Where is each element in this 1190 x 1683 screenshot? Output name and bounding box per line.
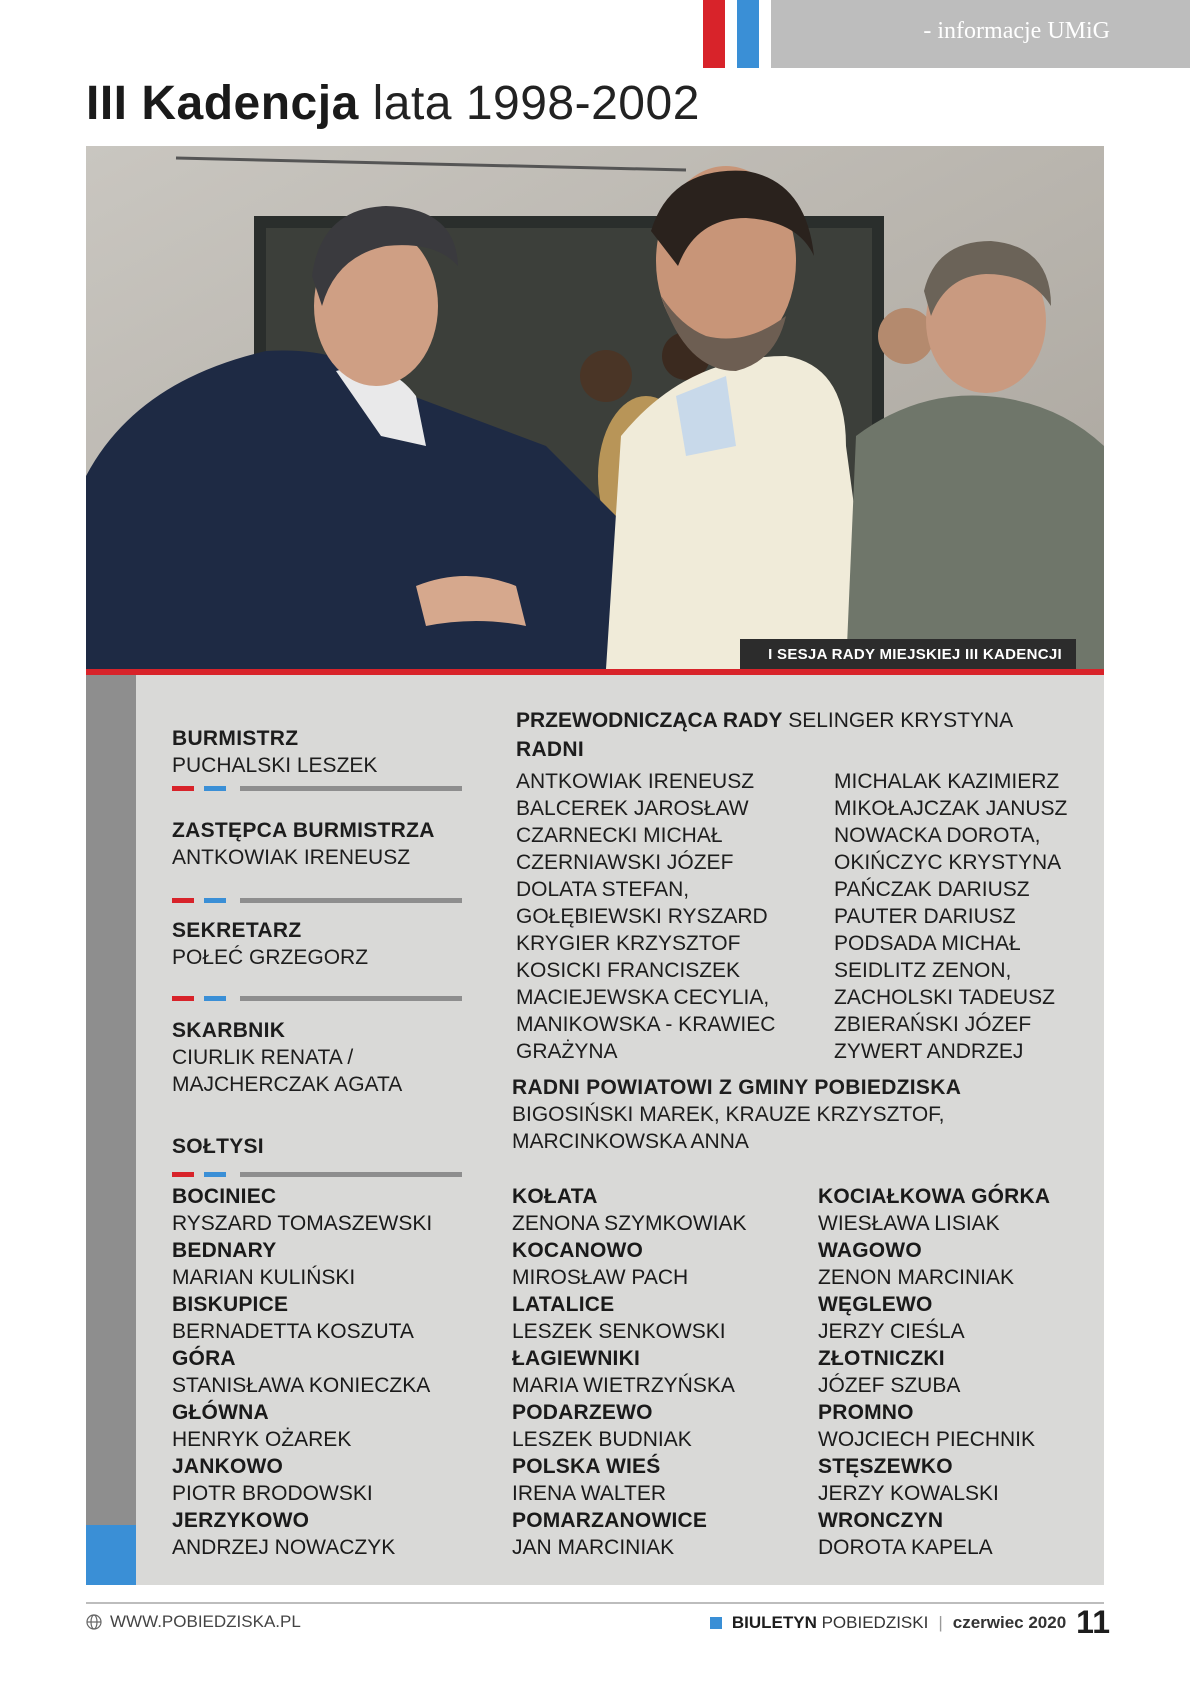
village-soltys: STANISŁAWA KONIECZKA	[172, 1374, 431, 1397]
radny-name: SEIDLITZ ZENON,	[834, 959, 1012, 982]
session-photo	[86, 146, 1104, 669]
village-name: BEDNARY	[172, 1239, 277, 1262]
radny-name: PAŃCZAK DARIUSZ	[834, 878, 1030, 901]
radny-name: KOSICKI FRANCISZEK	[516, 959, 741, 982]
village-soltys: MARIA WIETRZYŃSKA	[512, 1374, 735, 1397]
village-name: KOCANOWO	[512, 1239, 644, 1262]
section-radni	[516, 736, 584, 763]
radny-name: ZYWERT ANDRZEJ	[834, 1040, 1024, 1063]
panel-side-blue-accent	[86, 1525, 136, 1585]
powiat-line-2: MARCINKOWSKA ANNA	[512, 1130, 749, 1153]
header-blue-stripe	[737, 0, 759, 68]
footer-publication	[710, 1604, 1110, 1641]
village-soltys: MARIAN KULIŃSKI	[172, 1266, 356, 1289]
divider-3	[172, 996, 462, 1001]
footer-separator: |	[938, 1612, 943, 1632]
radny-name: ZBIERAŃSKI JÓZEF	[834, 1013, 1032, 1036]
village-name: BISKUPICE	[172, 1293, 289, 1316]
radny-name: GOŁĘBIEWSKI RYSZARD	[516, 905, 768, 928]
radny-name: MANIKOWSKA - KRAWIEC	[516, 1013, 776, 1036]
powiat-line-1: BIGOSIŃSKI MAREK, KRAUZE KRZYSZTOF,	[512, 1103, 945, 1126]
village-name: JERZYKOWO	[172, 1509, 310, 1532]
radny-name: OKIŃCZYC KRYSTYNA	[834, 851, 1062, 874]
chair-value: SELINGER KRYSTYNA	[788, 709, 1014, 732]
village-name: LATALICE	[512, 1293, 615, 1316]
village-name: KOCIAŁKOWA GÓRKA	[818, 1185, 1051, 1208]
section-soltysi	[172, 1133, 264, 1160]
page-title	[86, 74, 700, 134]
skarbnik-label: SKARBNIK	[172, 1019, 286, 1042]
burmistrz-value: PUCHALSKI LESZEK	[172, 754, 378, 777]
village-soltys: WOJCIECH PIECHNIK	[818, 1428, 1036, 1451]
section-skarbnik	[172, 1017, 402, 1098]
radny-name: PAUTER DARIUSZ	[834, 905, 1016, 928]
village-soltys: JAN MARCINIAK	[512, 1536, 675, 1559]
village-soltys: RYSZARD TOMASZEWSKI	[172, 1212, 433, 1235]
village-name: WRONCZYN	[818, 1509, 944, 1532]
radny-name: ZACHOLSKI TADEUSZ	[834, 986, 1055, 1009]
globe-icon	[86, 1614, 102, 1630]
village-name: POMARZANOWICE	[512, 1509, 708, 1532]
divider-2	[172, 898, 462, 903]
radny-name: PODSADA MICHAŁ	[834, 932, 1021, 955]
website-link[interactable]: WWW.POBIEDZISKA.PL	[110, 1612, 301, 1631]
radny-name: ANTKOWIAK IRENEUSZ	[516, 770, 755, 793]
footer-website[interactable]	[86, 1612, 301, 1632]
village-name: PROMNO	[818, 1401, 914, 1424]
village-soltys: HENRYK OŻAREK	[172, 1428, 352, 1451]
village-soltys: JERZY CIEŚLA	[818, 1320, 965, 1343]
village-soltys: PIOTR BRODOWSKI	[172, 1482, 373, 1505]
radny-name: KRYGIER KRZYSZTOF	[516, 932, 741, 955]
section-powiat	[512, 1074, 961, 1155]
radny-name: DOLATA STEFAN,	[516, 878, 690, 901]
radni-column-2	[834, 768, 1067, 1065]
village-name: WAGOWO	[818, 1239, 922, 1262]
radny-name: MIKOŁAJCZAK JANUSZ	[834, 797, 1068, 820]
title-bold: III Kadencja	[86, 77, 359, 130]
publication-name-bold: BIULETYN	[731, 1612, 817, 1632]
title-light: lata 1998-2002	[372, 77, 700, 130]
village-soltys: IRENA WALTER	[512, 1482, 667, 1505]
radny-name: MACIEJEWSKA CECYLIA,	[516, 986, 770, 1009]
village-soltys: ZENONA SZYMKOWIAK	[512, 1212, 747, 1235]
issue-date: czerwiec 2020	[952, 1612, 1067, 1632]
radny-name: BALCEREK JAROSŁAW	[516, 797, 749, 820]
village-soltys: MIROSŁAW PACH	[512, 1266, 689, 1289]
divider-1	[172, 786, 462, 791]
powiat-label: RADNI POWIATOWI Z GMINY POBIEDZISKA	[512, 1076, 962, 1099]
village-name: ZŁOTNICZKI	[818, 1347, 945, 1370]
radny-name: CZARNECKI MICHAŁ	[516, 824, 723, 847]
village-soltys: LESZEK BUDNIAK	[512, 1428, 692, 1451]
villages-column-2	[512, 1183, 747, 1561]
village-soltys: WIESŁAWA LISIAK	[818, 1212, 1000, 1235]
skarbnik-value-1: CIURLIK RENATA /	[172, 1046, 354, 1069]
village-soltys: JÓZEF SZUBA	[818, 1374, 961, 1397]
radni-label: RADNI	[516, 738, 584, 761]
photo-caption: I SESJA RADY MIEJSKIEJ III KADENCJI	[740, 639, 1076, 669]
chair-label: PRZEWODNICZĄCA RADY	[516, 709, 783, 732]
village-name: JANKOWO	[172, 1455, 284, 1478]
radny-name: MICHALAK KAZIMIERZ	[834, 770, 1060, 793]
village-soltys: DOROTA KAPELA	[818, 1536, 993, 1559]
divider-4	[172, 1172, 462, 1177]
village-soltys: ZENON MARCINIAK	[818, 1266, 1015, 1289]
village-name: POLSKA WIEŚ	[512, 1455, 661, 1478]
header-red-stripe	[703, 0, 725, 68]
villages-column-3	[818, 1183, 1050, 1561]
zastepca-value: ANTKOWIAK IRENEUSZ	[172, 846, 411, 869]
header-section-label: - informacje UMiG	[923, 18, 1110, 44]
village-name: WĘGLEWO	[818, 1293, 933, 1316]
village-soltys: BERNADETTA KOSZUTA	[172, 1320, 414, 1343]
soltysi-label: SOŁTYSI	[172, 1135, 264, 1158]
panel-side-stripe	[86, 675, 136, 1585]
village-name: GŁÓWNA	[172, 1401, 269, 1424]
publication-name-light: POBIEDZISKI	[821, 1612, 929, 1632]
sekretarz-label: SEKRETARZ	[172, 919, 302, 942]
village-name: GÓRA	[172, 1347, 236, 1370]
photo-illustration	[86, 146, 1104, 669]
village-name: STĘSZEWKO	[818, 1455, 953, 1478]
radni-column-1	[516, 768, 775, 1065]
village-name: ŁAGIEWNIKI	[512, 1347, 640, 1370]
radny-name: NOWACKA DOROTA,	[834, 824, 1041, 847]
village-name: KOŁATA	[512, 1185, 598, 1208]
page-number: 11	[1076, 1604, 1110, 1640]
section-zastepca	[172, 817, 435, 871]
village-soltys: LESZEK SENKOWSKI	[512, 1320, 726, 1343]
villages-column-1	[172, 1183, 432, 1561]
village-name: PODARZEWO	[512, 1401, 653, 1424]
section-burmistrz	[172, 725, 377, 779]
sekretarz-value: POŁEĆ GRZEGORZ	[172, 946, 369, 969]
zastepca-label: ZASTĘPCA BURMISTRZA	[172, 819, 435, 842]
village-name: BOCINIEC	[172, 1185, 277, 1208]
section-chair	[516, 707, 1013, 734]
section-sekretarz	[172, 917, 368, 971]
village-soltys: JERZY KOWALSKI	[818, 1482, 999, 1505]
radny-name: CZERNIAWSKI JÓZEF	[516, 851, 734, 874]
radny-name: GRAŻYNA	[516, 1040, 618, 1063]
publication-square-icon	[710, 1617, 722, 1629]
village-soltys: ANDRZEJ NOWACZYK	[172, 1536, 396, 1559]
burmistrz-label: BURMISTRZ	[172, 727, 299, 750]
skarbnik-value-2: MAJCHERCZAK AGATA	[172, 1073, 403, 1096]
